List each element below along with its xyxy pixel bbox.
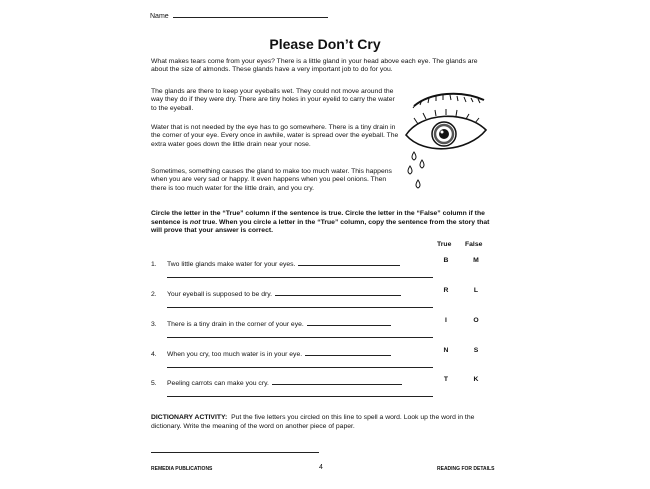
name-field[interactable]	[173, 10, 328, 18]
question-4	[151, 349, 391, 358]
true-letter-2[interactable]: R	[443, 287, 449, 294]
answer-line-1[interactable]	[167, 277, 433, 278]
false-letter-1[interactable]: M	[473, 257, 479, 264]
true-letter-1[interactable]: B	[443, 257, 449, 264]
question-number: 5.	[151, 380, 157, 387]
true-letter-5[interactable]: T	[443, 376, 449, 383]
question-number: 2.	[151, 291, 157, 298]
question-2	[151, 289, 401, 298]
question-dots	[275, 289, 401, 296]
question-dots	[272, 378, 402, 385]
question-text: When you cry, too much water is in your eye.	[167, 351, 303, 358]
paragraph-1: What makes tears come from your eyes? There is a little gland in your head above each eye. The glands are about the size of almonds. These glands have a very important job to do for you.	[151, 58, 478, 74]
question-dots	[298, 259, 400, 266]
page-title: Please Don’t Cry	[269, 36, 381, 52]
question-dots	[305, 349, 391, 356]
paragraph-4: Sometimes, something causes the gland to make too much water. This happens when you are very sad or happy. It even happens when you peel onions. Then there is too much water for the little drain, and you cry.	[151, 168, 392, 192]
false-letter-3[interactable]: O	[473, 317, 479, 324]
false-letter-5[interactable]: K	[473, 376, 479, 383]
instructions	[151, 210, 496, 236]
instructions-part-2: true. When you circle a letter in the “True” column, copy the sentence from the story that will prove that your answer is correct.	[151, 218, 490, 235]
name-label: Name	[150, 13, 169, 20]
false-letter-2[interactable]: L	[473, 287, 479, 294]
answer-line-2[interactable]	[167, 307, 433, 308]
question-5	[151, 378, 402, 387]
dictionary-text: Put the five letters you circled on this line to spell a word. Look up the word in the dictionary. Write the meaning of the word on another piece of paper.	[151, 414, 475, 430]
true-letter-4[interactable]: N	[443, 347, 449, 354]
question-3	[151, 319, 391, 328]
dictionary-label: DICTIONARY ACTIVITY:	[151, 414, 228, 421]
dictionary-activity	[151, 414, 496, 431]
question-dots	[307, 319, 391, 326]
true-letter-3[interactable]: I	[445, 317, 447, 324]
answer-line-5[interactable]	[167, 396, 433, 397]
question-number: 3.	[151, 321, 157, 328]
crying-eye-illustration	[396, 90, 496, 200]
question-text: Two little glands make water for your eyes.	[167, 261, 296, 268]
footer-series: READING FOR DETAILS	[437, 466, 495, 472]
false-letter-4[interactable]: S	[473, 347, 479, 354]
footer-publisher: REMEDIA PUBLICATIONS	[151, 466, 213, 472]
dictionary-answer-line[interactable]	[151, 452, 319, 453]
paragraph-2: The glands are there to keep your eyeballs wet. They could not move around the way they do if they were dry. There are tiny holes in your eyelid to carry the water to the eyeball.	[151, 88, 395, 112]
instructions-not: not	[189, 218, 201, 226]
false-column-header: False	[465, 241, 483, 248]
instructions-part-1: Circle the letter in the “True” column if the sentence is true. Circle the letter in the “False” column if the sentence is	[151, 210, 485, 226]
question-number: 4.	[151, 351, 157, 358]
answer-line-3[interactable]	[167, 337, 433, 338]
question-text: Peeling carrots can make you cry.	[167, 380, 269, 387]
question-text: There is a tiny drain in the corner of your eye.	[167, 321, 304, 328]
paragraph-3: Water that is not needed by the eye has to go somewhere. There is a tiny drain in the corner of your eye. Every once in awhile, water is spread over the eyeball. The extra water goes down the little drain near your nose.	[151, 124, 399, 148]
page-number: 4	[319, 464, 323, 471]
true-column-header: True	[437, 241, 452, 248]
question-number: 1.	[151, 261, 157, 268]
question-1	[151, 259, 400, 268]
answer-line-4[interactable]	[167, 367, 433, 368]
question-text: Your eyeball is supposed to be dry.	[167, 291, 273, 298]
name-row	[150, 10, 328, 20]
